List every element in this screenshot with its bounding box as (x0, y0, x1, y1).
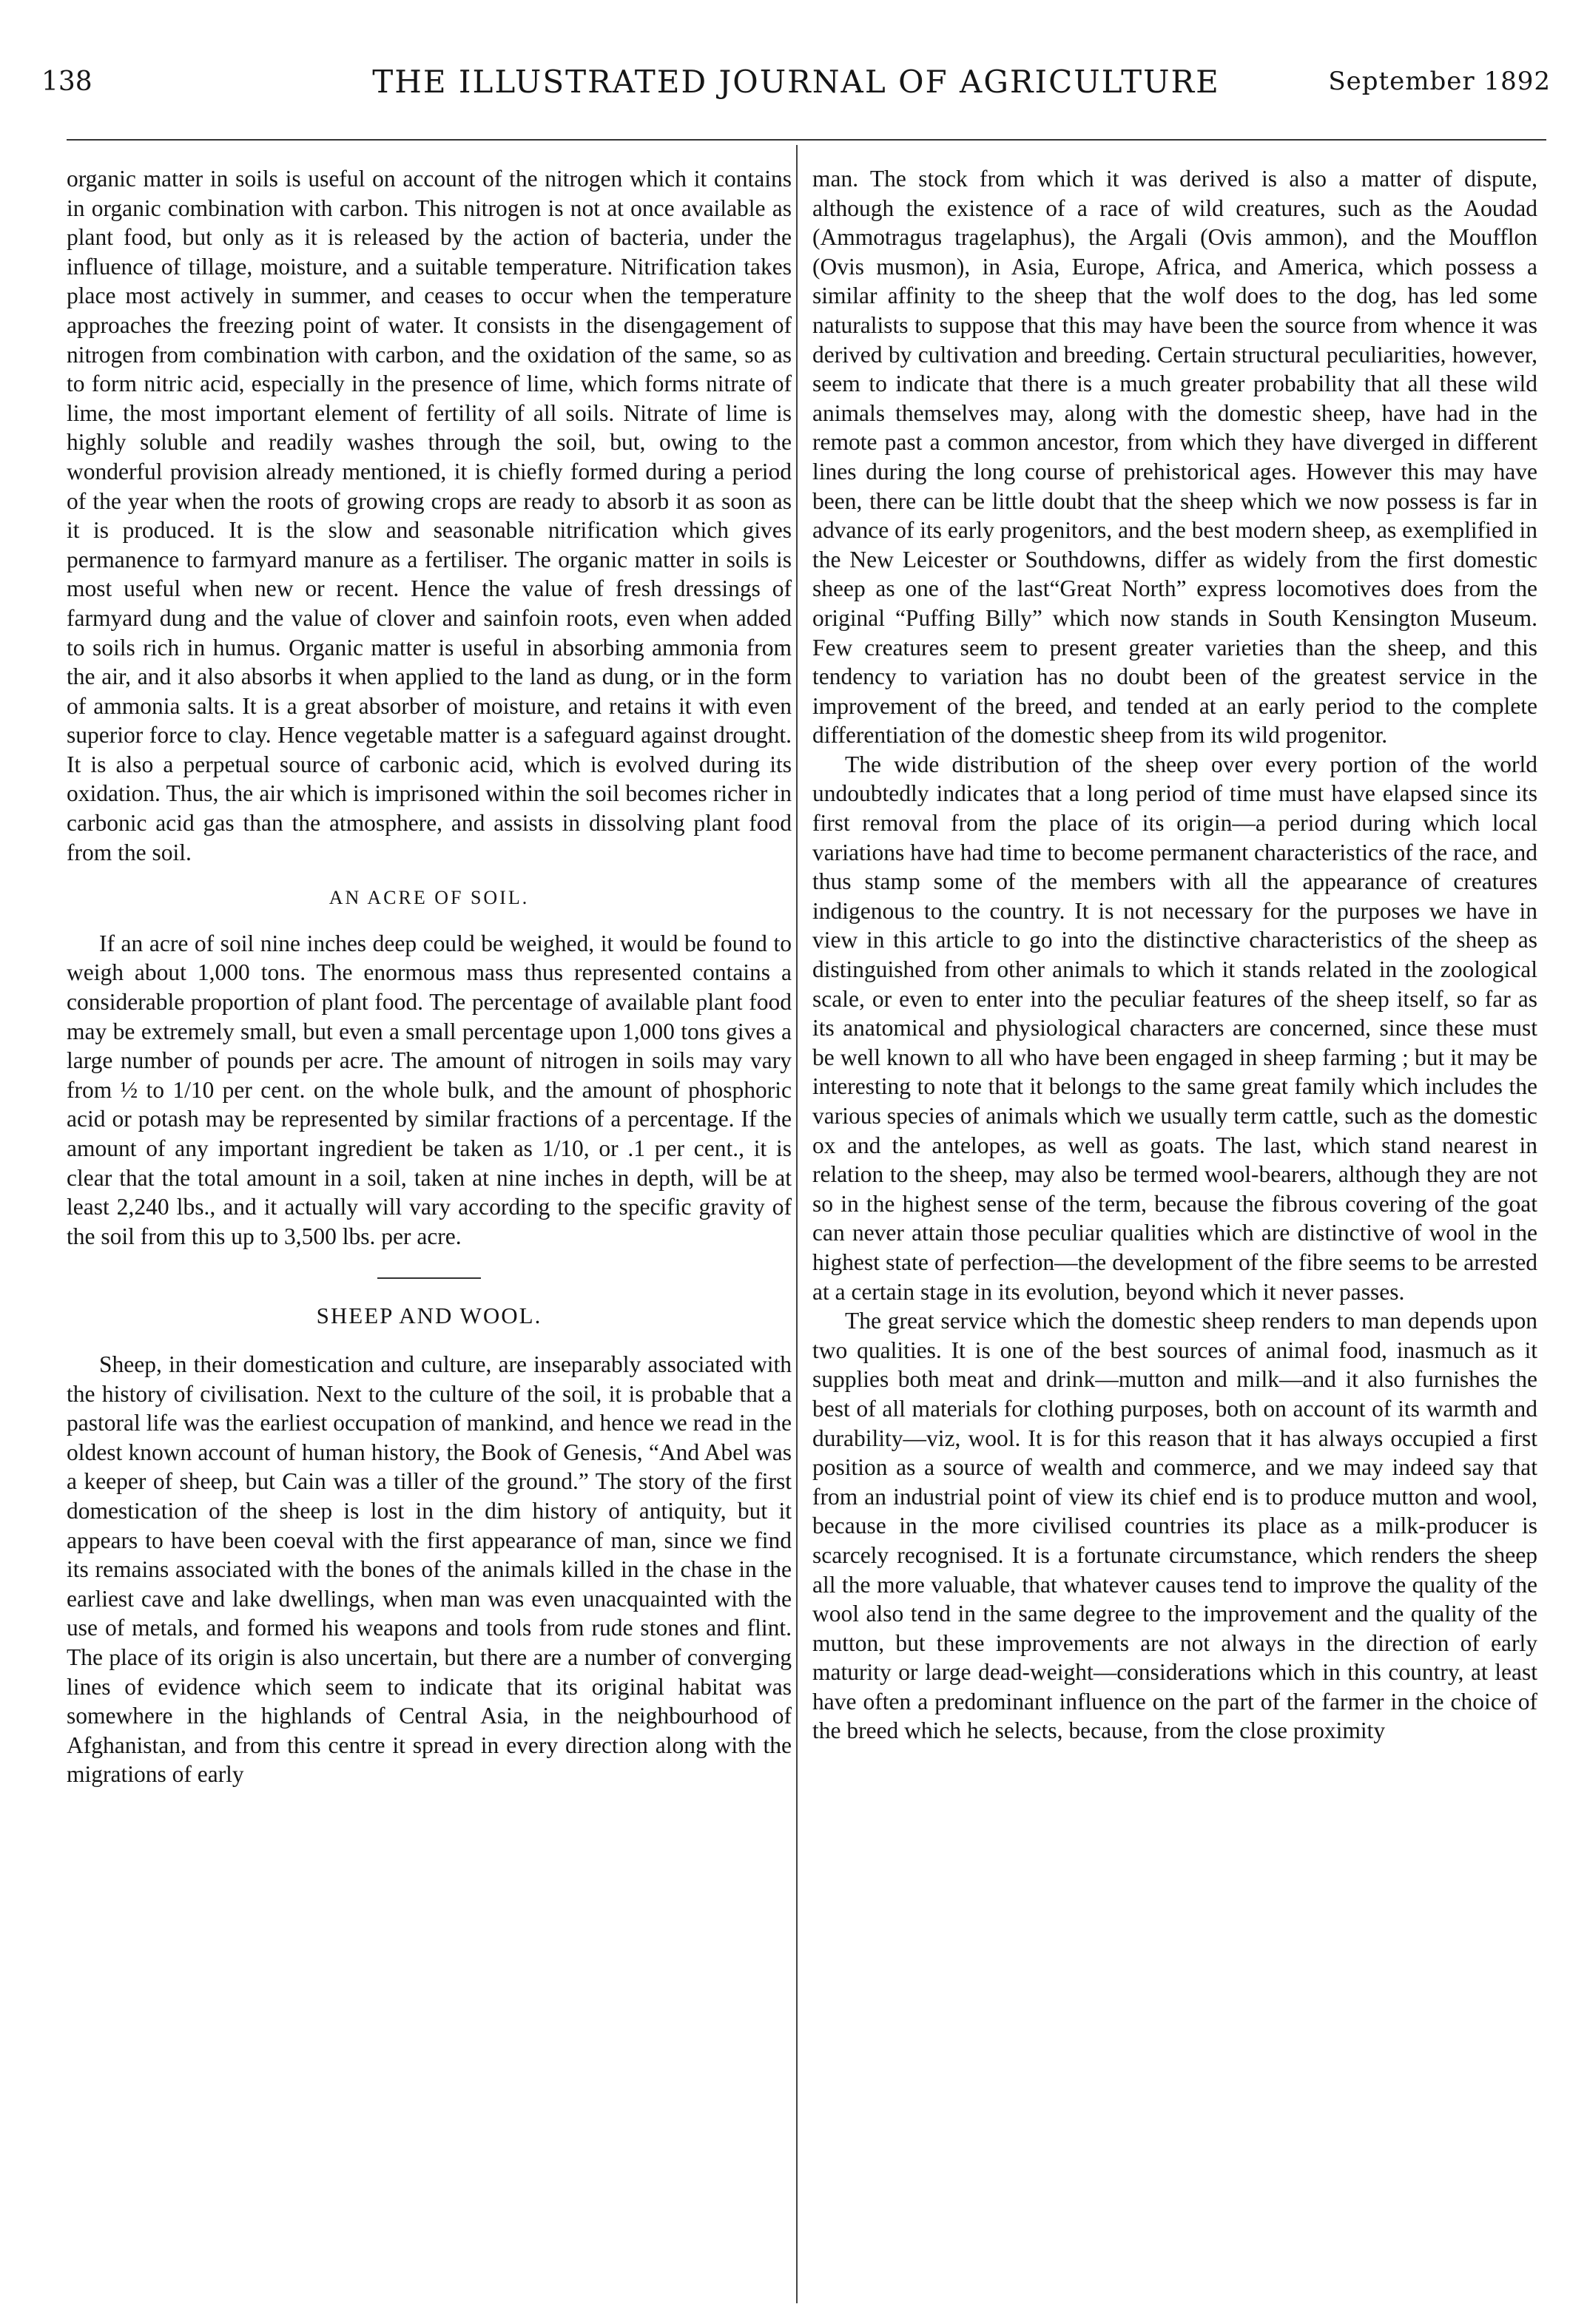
heading-sheep-and-wool: SHEEP AND WOOL. (316, 1303, 542, 1329)
paragraph-sheep-service: The great service which the domestic sheep renders to man depends upon two qualities. It is one of the best sources of animal food, inasmuch as it supplies both meat and drink—mutton and milk—and it also furnishes the best of all materials for clothing purposes, both on account of its warmth and durability—viz, wool. It is for this reason that it has always occupied a first position as a source of wealth and commerce, and we may indeed say that from an industrial point of view its chief end is to produce mutton and wool, because in the more civilised countries its place as a milk-producer is scarcely recognised. It is a fortunate circumstance, which renders the sheep all the more valuable, that whatever causes tend to improve the quality of the wool also tend in the same degree to the improvement and the quality of the mutton, but these improvements are not always in the direction of early maturity or large dead-weight—considerations which in this country, at least have often a predominant influence on the part of the farmer in the choice of the breed which he selects, because, from the close proximity (812, 1308, 1537, 1744)
issue-date: September 1892 (1328, 67, 1551, 96)
section-rule (377, 1277, 481, 1279)
journal-title: THE ILLUSTRATED JOURNAL OF AGRICULTURE (372, 64, 1220, 100)
page-header (41, 53, 1551, 105)
left-column (67, 164, 792, 1789)
paragraph-acre-of-soil: If an acre of soil nine inches deep could be weighed, it would be found to weigh about 1,000 tons. The enormous mass thus represented contains a considerable proportion of plant food. The percentage of available plant food may be extremely small, but even a small percentage upon 1,000 tons gives a large number of pounds per acre. The amount of nitrogen in soils may vary from ½ to 1/10 per cent. on the whole bulk, and the amount of phosphoric acid or potash may be represented by similar fractions of a percentage. If the amount of any important ingredient be taken as 1/10, or .1 per cent., it is clear that the total amount in a soil, taken at nine inches in depth, will be at least 2,240 lbs., and it actually will vary according to the specific gravity of the soil from this up to 3,500 lbs. per acre. (67, 930, 792, 1249)
paragraph-nitrification: organic matter in soils is useful on account of the nitrogen which it contains in organic combination with carbon. This nitrogen is not at once available as plant food, but only as it is released by the action of bacteria, under the influence of tillage, moisture, and a suitable temperature. Nitrification takes place most actively in summer, and ceases to occur when the temperature approaches the freezing point of water. It consists in the disengagement of nitrogen from combination with carbon, and the oxidation of the same, so as to form nitric acid, especially in the presence of lime, which forms nitrate of lime, the most important element of fertility of all soils. Nitrate of lime is highly soluble and readily washes through the soil, but, owing to the wonderful provision already mentioned, it is chiefly formed during a period of the year when the roots of growing crops are ready to absorb it as soon as it is produced. It is the slow and seasonable nitrification which gives permanence to farmyard manure as a fertiliser. The organic matter in soils is most useful when new or recent. Hence the value of fresh dressings of farmyard dung and the value of clover and sainfoin roots, even when added to soils rich in humus. Organic matter is useful in absorbing ammonia from the air, and it also absorbs it when applied to the land as dung, or in the form of ammonia salts. It is a great absorber of moisture, and retains it with even superior force to clay. Hence vegetable matter is a safeguard against drought. It is also a perpetual source of carbonic acid, which is evolved during its oxidation. Thus, the air which is imprisoned within the soil becomes richer in carbonic acid gas than the atmosphere, and assists in dissolving plant food from the soil. (67, 166, 792, 865)
heading-acre-of-soil: AN ACRE OF SOIL. (329, 887, 530, 909)
paragraph-sheep-origin: man. The stock from which it was derived is also a matter of dispute, although the existence of a race of wild creatures, such as the Aoudad (Ammotragus tragelaphus), the Argali (Ovis ammon), and the Moufflon (Ovis musmon), in Asia, Europe, Africa, and America, which possess a similar affinity to the sheep that the wolf does to the dog, has led some naturalists to suppose that this may have been the source from whence it was derived by cultivation and breeding. Certain structural peculiarities, however, seem to indicate that there is a much greater probability that all these wild animals themselves may, along with the domestic sheep, have had in the remote past a common ancestor, from which they have diverged in different lines during the long course of prehistorical ages. However this may have been, there can be little doubt that the sheep which we now possess is far in advance of its early progenitors, and the best modern sheep, as exemplified in the New Leicester or Southdowns, differ as widely from the first domestic sheep as one of the last“Great North” express locomotives does from the original “Puffing Billy” which now stands in South Kensington Museum. Few creatures seem to present greater varieties than the sheep, and this tendency to variation has no doubt been of the greatest service in the improvement of the breed, and tended at an early period to the complete differentiation of the domestic sheep from its wild progenitor. (812, 166, 1537, 749)
right-column (812, 164, 1537, 1746)
column-divider (796, 145, 798, 2303)
paragraph-sheep-distribution: The wide distribution of the sheep over every portion of the world undoubtedly indicates that a long period of time must have elapsed since its first removal from the place of its origin—a period during which local variations have had time to become permanent characteristics of the race, and thus stamp some of the members with all the appearance of creatures indigenous to the country. It is not necessary for the purposes we have in view in this article to go into the distinctive characteristics of the sheep as distinguished from other animals to which it stands related in the zoological scale, or even to enter into the peculiar features of the sheep itself, so far as its anatomical and physiological characters are concerned, since these must be well known to all who have been engaged in sheep farming ; but it may be interesting to note that it belongs to the same great family which includes the various species of animals which we usually term cattle, such as the domestic ox and the antelopes, as well as goats. The last, which stand nearest in relation to the sheep, may also be termed wool-bearers, although they are not so in the highest sense of the term, because the fibrous covering of the goat can never attain those peculiar qualities which are distinctive of wool in the highest state of perfection—the development of the fibre seems to be arrested at a certain stage in its evolution, beyond which it never passes. (812, 751, 1537, 1305)
paragraph-sheep-history: Sheep, in their domestication and culture, are inseparably associated with the history of civilisation. Next to the culture of the soil, it is probable that a pastoral life was the earliest occupation of mankind, and hence we read in the oldest known account of human history, the Book of Genesis, “And Abel was a keeper of sheep, but Cain was a tiller of the ground.” The story of the first domestication of the sheep is lost in the dim history of antiquity, but it appears to have been coeval with the first appearance of man, since we find its remains associated with the bones of the animals killed in the chase in the earliest cave and lake dwellings, when man was even unacquainted with the use of metals, and formed his weapons and tools from rude stones and flint. The place of its origin is also uncertain, but there are a number of converging lines of evidence which seem to indicate that its original habitat was somewhere in the highlands of Central Asia, in the neighbourhood of Afghanistan, and from this centre it spread in every direction along with the migrations of early (67, 1351, 792, 1788)
page-number: 138 (41, 67, 92, 97)
header-rule (67, 139, 1546, 141)
